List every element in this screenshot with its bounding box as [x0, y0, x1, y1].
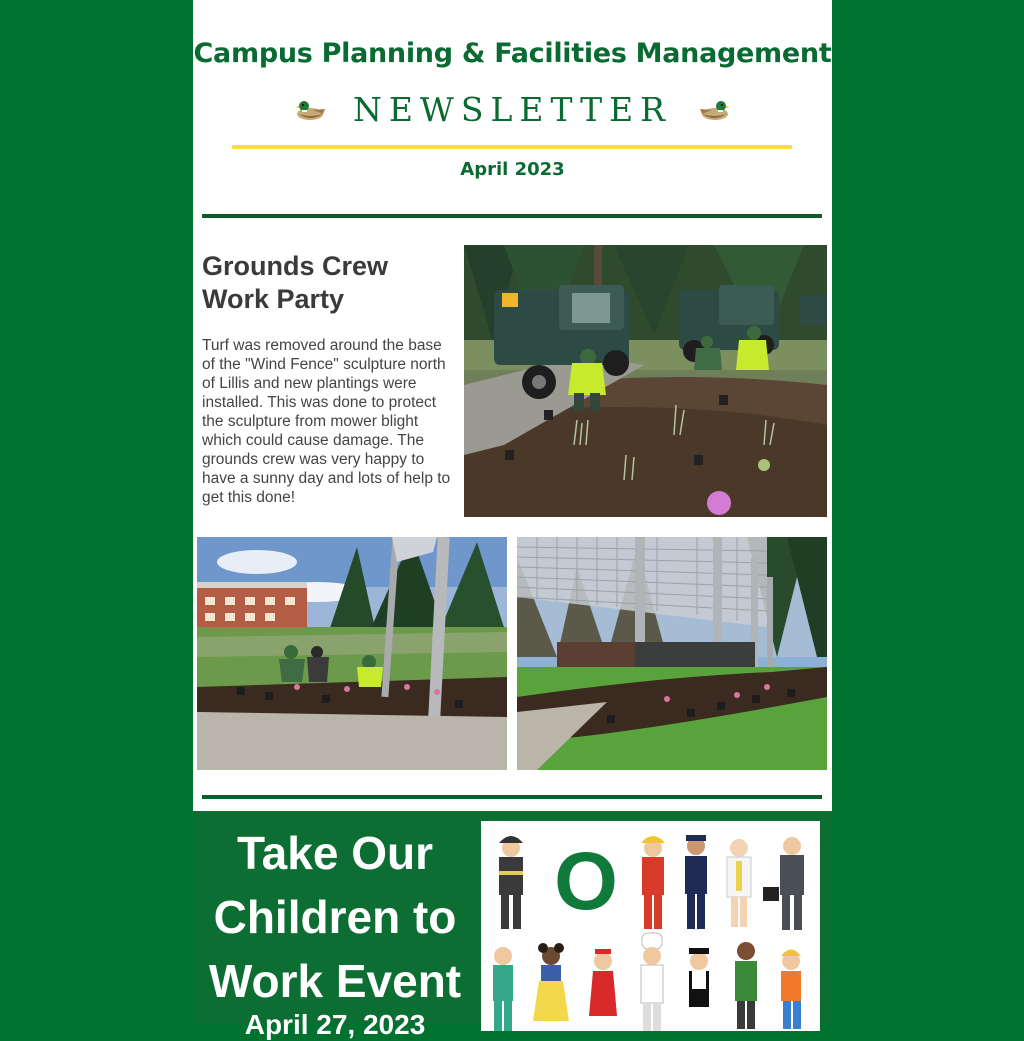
- org-name: Campus Planning & Facilities Management: [193, 38, 832, 69]
- police-figure: [685, 835, 707, 929]
- chef-girl-figure: [533, 943, 569, 1021]
- nurse-figure: [493, 947, 513, 1031]
- yellow-divider: [232, 145, 792, 149]
- firefighter-figure: [499, 836, 523, 929]
- newsletter-heading: [193, 86, 832, 132]
- article-body: Turf was removed around the base of the "Wind Fence" sculpture north of Lillis and new plantings were installed. This was done to protect the sculpture from mower blight which could cause damage. The grounds crew was very happy to have a sunny day and lots of help to get this done!: [202, 337, 451, 506]
- doctor-figure: [727, 839, 751, 927]
- firefighter-red-figure: [641, 836, 665, 929]
- builder-figure: [781, 950, 801, 1030]
- event-title: Take Our Children to Work Event: [208, 827, 462, 1007]
- pilot-figure: [689, 948, 709, 1007]
- event-banner[interactable]: [193, 811, 832, 1040]
- career-kids-illustration: [481, 821, 820, 1031]
- businessman-figure: [763, 837, 804, 930]
- chef-figure: [641, 933, 663, 1031]
- planting-sculpture-photo: [197, 537, 507, 770]
- newsletter-sheet: [193, 0, 832, 1040]
- article-title: Grounds Crew Work Party: [202, 251, 389, 314]
- crew-vehicles-photo: [464, 245, 827, 517]
- mechanic-figure: [735, 942, 757, 1029]
- newsletter-title: NEWSLETTER: [352, 89, 673, 129]
- duck-icon: [696, 96, 730, 122]
- flight-attendant-figure: [589, 949, 617, 1016]
- duck-icon: [295, 96, 329, 122]
- section-divider: [202, 214, 822, 218]
- section-divider: [202, 795, 822, 799]
- event-date: April 27, 2023: [244, 1009, 426, 1040]
- wind-fence-photo: [517, 537, 827, 770]
- uo-logo: O: [554, 836, 618, 927]
- issue-date: April 2023: [460, 159, 565, 180]
